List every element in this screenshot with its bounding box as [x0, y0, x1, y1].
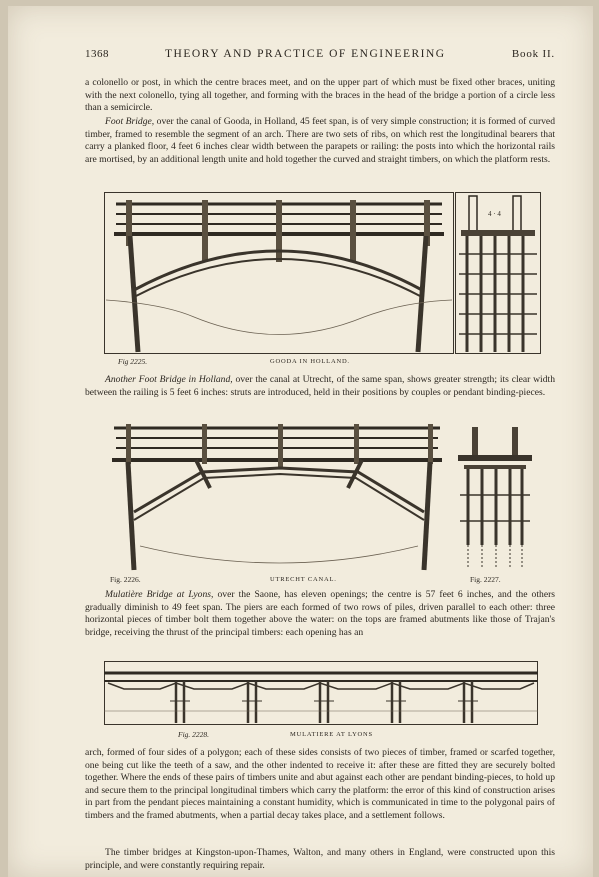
figure-utrecht-elevation: [110, 420, 446, 572]
figure-gooda-section: [455, 192, 541, 354]
figure-mulatiere-elevation: [104, 661, 538, 725]
figure-caption-gooda: GOODA IN HOLLAND.: [270, 358, 350, 365]
paragraph-body: over the canal of Gooda, in Holland, 45 feet span, is of very simple construction; it is formed of curved timber, framed to resemble the segment of an arch. There are two sets of ribs, on which rest the longitudinal bearers that carry a planked floor, 4 feet 6 inches clear width between the parapets or railing: the posts into which the horizontal rails are mortised, by an additional length unite and hold together the curved and straight timbers, on which the platform rests.: [85, 116, 555, 165]
paragraph-body: over the canal at Utrecht, of the same span, shows greater strength; its clear width between the railing is 5 feet 6 inches: struts are introduced, held in their positions by couples or pendant binding-pieces.: [85, 374, 555, 398]
figure-number-2225: Fig 2225.: [118, 357, 148, 366]
svg-text:4 · 4: 4 · 4: [488, 210, 501, 218]
paragraph-arch: arch, formed of four sides of a polygon; each of these sides consists of two pieces of timber, framed or scarfed together, one being cut like the teeth of a saw, and the other indented to receive it: after these are fitted they are securely bolted together. Where the ends of these pairs of timbers unite and abut against each other are pendant binding-pieces, to hold up and secure them to the principal longitudinal timbers which carry the platform: the error of this kind of construction arises in part from the pendant pieces maintaining a constant humidity, which is communicated in time to the polygonal pairs of timbers and the framed abutments, when a partial decay takes place, and a settlement follows.: [85, 747, 555, 821]
running-title: THEORY AND PRACTICE OF ENGINEERING: [165, 48, 446, 60]
paragraph-kingston: The timber bridges at Kingston-upon-Thames, Walton, and many others in England, were constructed upon this principle, and were constantly requiring repair.: [85, 847, 555, 871]
paragraph-colonello: a colonello or post, in which the centre braces meet, and on the upper part of which must be fixed other braces, uniting with the next colonello, tying all together, and forming with the braces in the head of the bridge a portion of a circle less than a semicircle.: [85, 77, 555, 113]
figure-caption-utrecht: UTRECHT CANAL.: [270, 576, 337, 583]
figure-gooda-elevation: [104, 192, 454, 354]
page-number: 1368: [85, 48, 109, 60]
figure-number-2226: Fig. 2226.: [110, 575, 141, 584]
page-header: [85, 48, 555, 62]
paragraph-foot-bridge: [85, 116, 555, 166]
paragraph-body: over the Saone, has eleven openings; the centre is 57 feet 6 inches, and the others gradually diminish to 49 feet span. The piers are each formed of two rows of piles, driven parallel to each other: three horizontal pieces of timber bolt them together above the water: on the tops are framed abutments like those of Trajan's bridge, receiving the thrust of the principal timbers: each opening has an: [85, 589, 555, 638]
figure-utrecht-section: [456, 425, 534, 570]
figure-caption-mulatiere: MULATIERE AT LYONS: [290, 731, 373, 738]
paragraph-mulatiere: [85, 589, 555, 639]
paragraph-another-foot-bridge: [85, 374, 555, 399]
book-number: Book II.: [511, 48, 555, 60]
paragraph-lead: Another Foot Bridge in Holland,: [105, 374, 233, 385]
paragraph-lead: Mulatière Bridge at Lyons,: [105, 589, 214, 600]
paragraph-lead: Foot Bridge,: [105, 116, 155, 127]
figure-number-2228: Fig. 2228.: [178, 730, 210, 739]
figure-number-2227: Fig. 2227.: [470, 575, 501, 584]
